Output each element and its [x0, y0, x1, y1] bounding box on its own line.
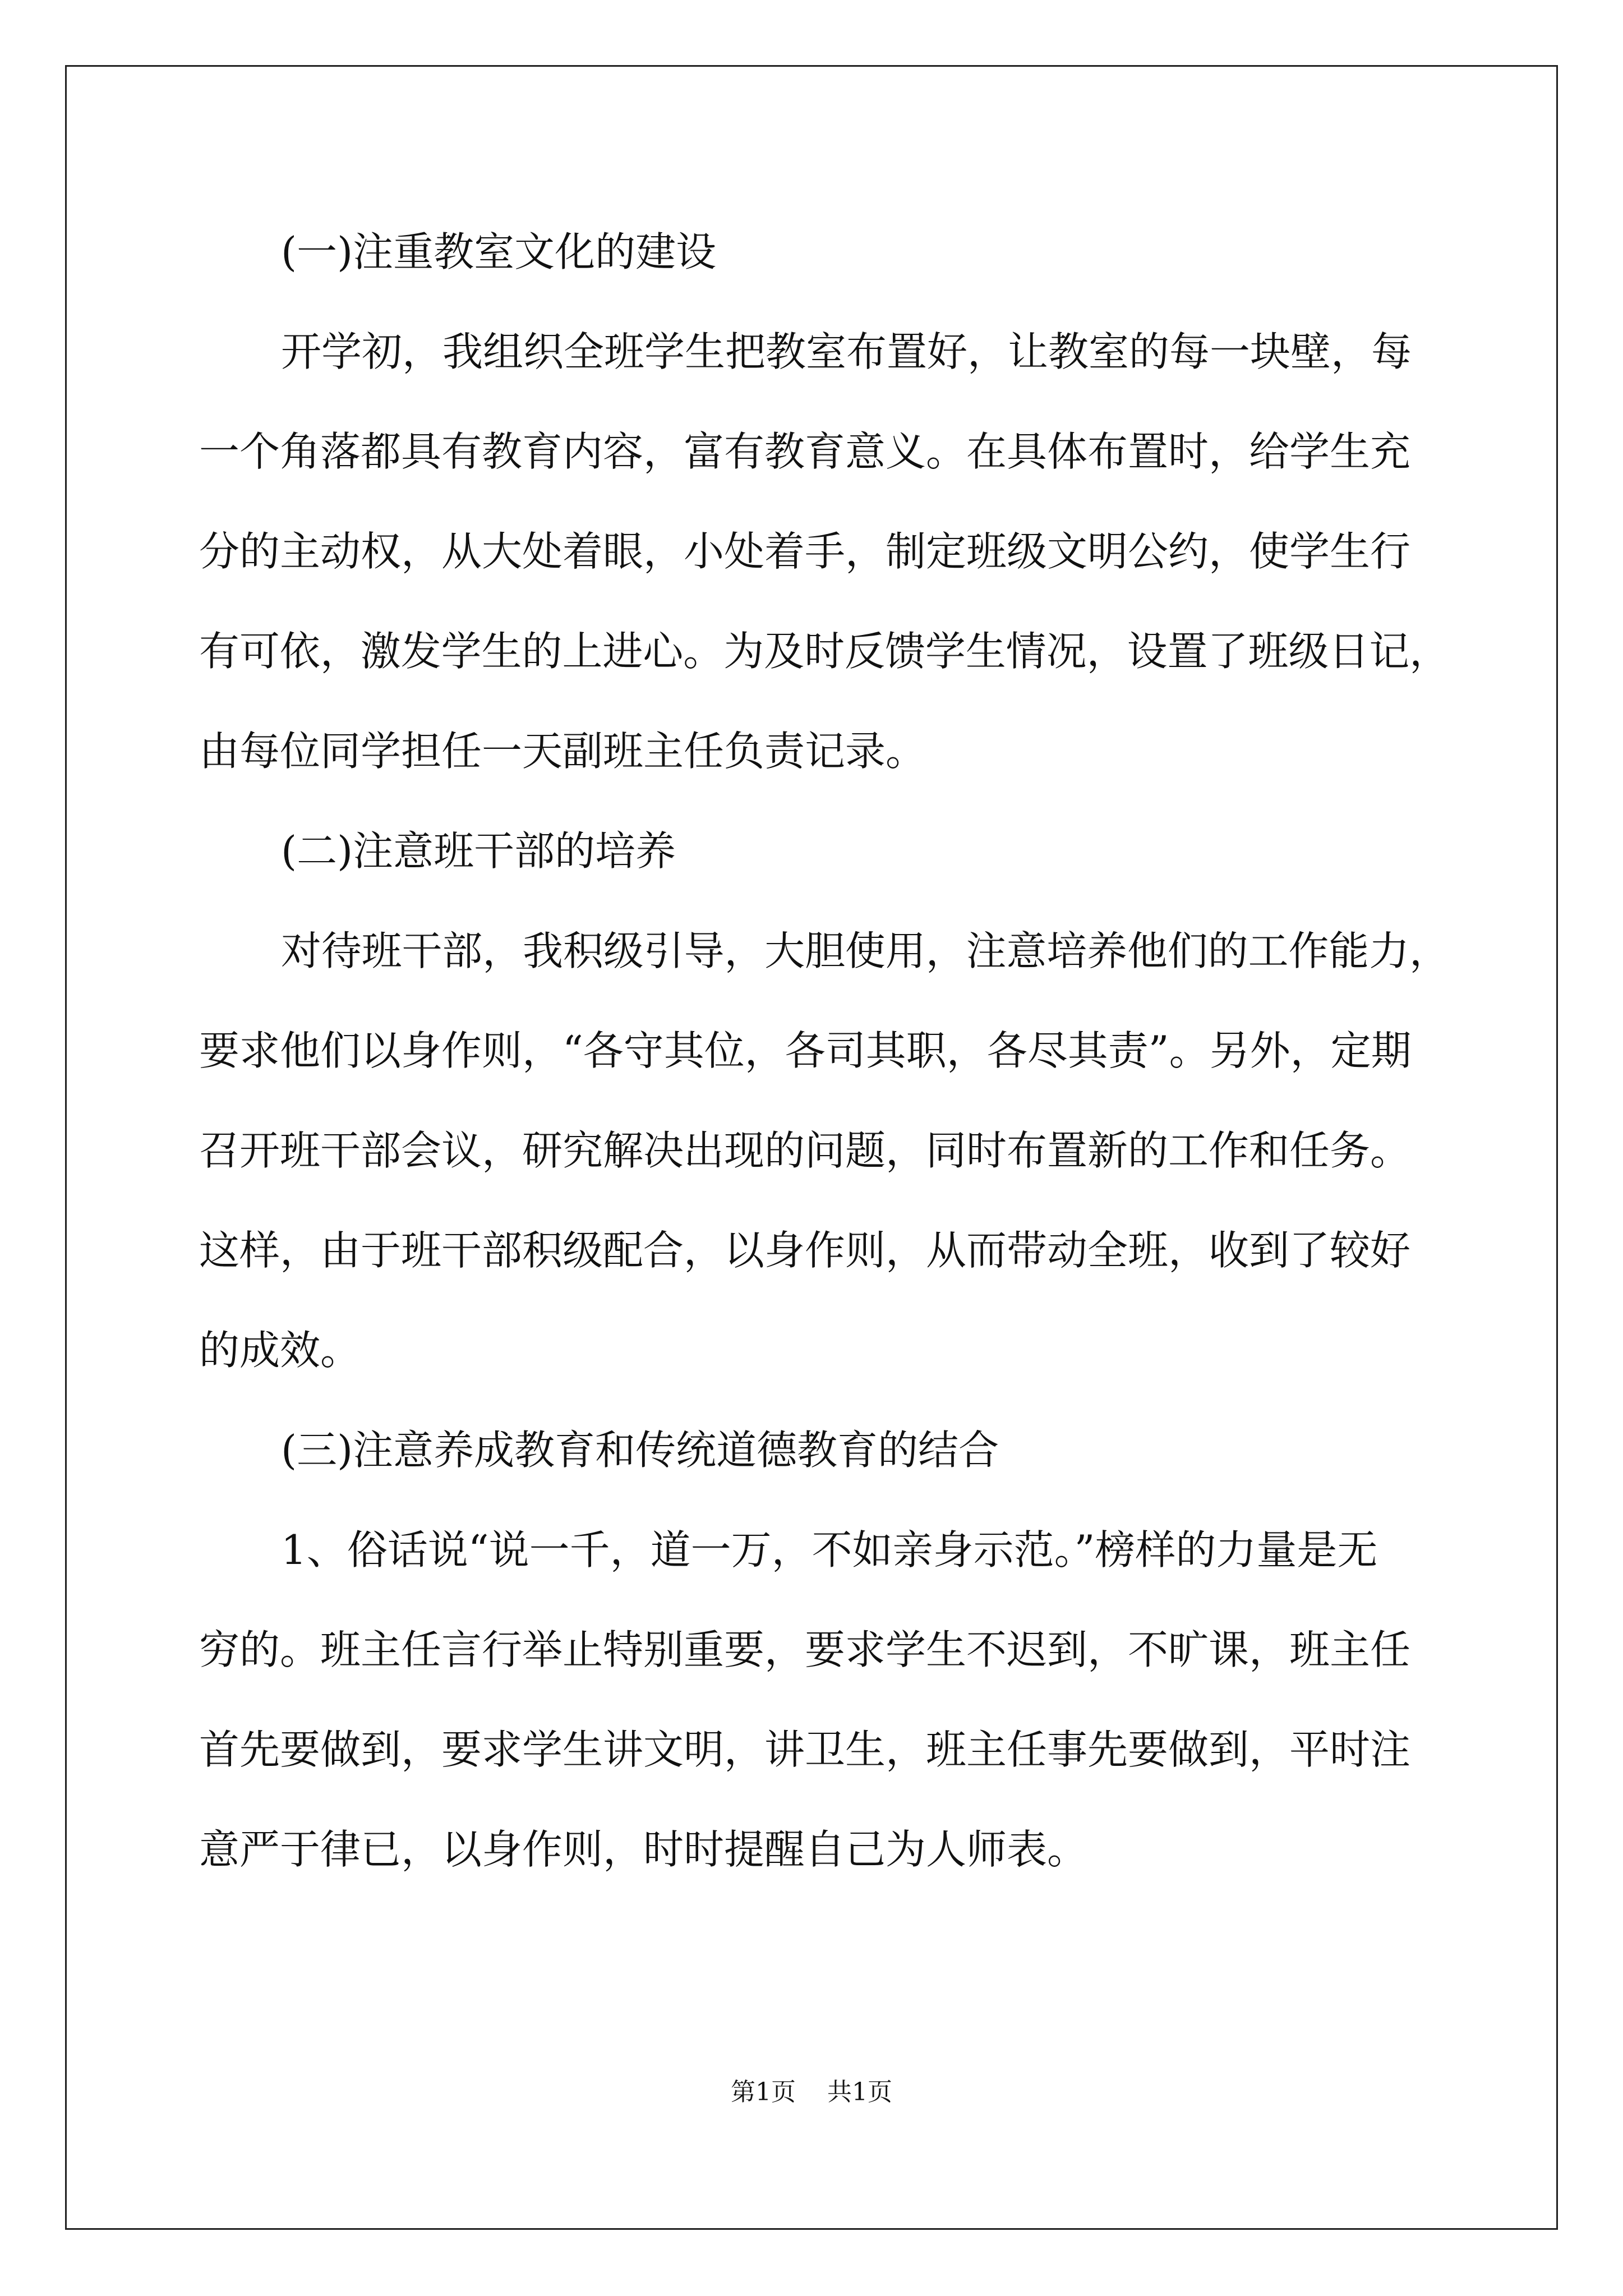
paragraph-line: 召开班干部会议，研究解决出现的问题，同时布置新的工作和任务。: [199, 1127, 1411, 1174]
paragraph-line: 首先要做到，要求学生讲文明，讲卫生，班主任事先要做到，平时注: [199, 1726, 1411, 1773]
paragraph-line: 对待班干部，我积级引导，大胆使用，注意培养他们的工作能力，: [281, 927, 1450, 974]
paragraph-line: 意严于律已，以身作则，时时提醒自己为人师表。: [199, 1826, 1088, 1873]
paragraph-line: 有可依，激发学生的上进心。为及时反馈学生情况，设置了班级日记，: [199, 628, 1450, 675]
paragraph-line: 由每位同学担任一天副班主任负责记录。: [199, 728, 926, 775]
document-body: [199, 202, 1450, 1899]
page-total: 共1页: [827, 2078, 892, 2106]
paragraph-line: 开学初，我组织全班学生把教室布置好，让教室的每一块壁，每: [281, 328, 1412, 375]
paragraph-line: 分的主动权，从大处着眼，小处着手，制定班级文明公约，使学生行: [199, 528, 1411, 575]
paragraph-line: 的成效。: [199, 1327, 361, 1374]
paragraph-line: 要求他们以身作则，“各守其位，各司其职，各尽其责”。另外，定期: [199, 1027, 1412, 1074]
heading-2: (二)注意班干部的培养: [281, 827, 676, 875]
page-footer: [0, 2076, 1623, 2109]
paragraph-line: 一个角落都具有教育内容，富有教育意义。在具体布置时，给学生充: [199, 428, 1411, 475]
paragraph-line: 这样，由于班干部积级配合，以身作则，从而带动全班，收到了较好: [199, 1227, 1411, 1274]
page-number: 第1页: [731, 2078, 796, 2106]
heading-3: (三)注意养成教育和传统道德教育的结合: [281, 1427, 999, 1474]
heading-1: (一)注重教室文化的建设: [281, 228, 717, 275]
paragraph-line: 1、俗话说“说一千，道一万，不如亲身示范。”榜样的力量是无: [281, 1526, 1378, 1573]
paragraph-line: 穷的。班主任言行举止特别重要，要求学生不迟到，不旷课，班主任: [199, 1626, 1411, 1673]
